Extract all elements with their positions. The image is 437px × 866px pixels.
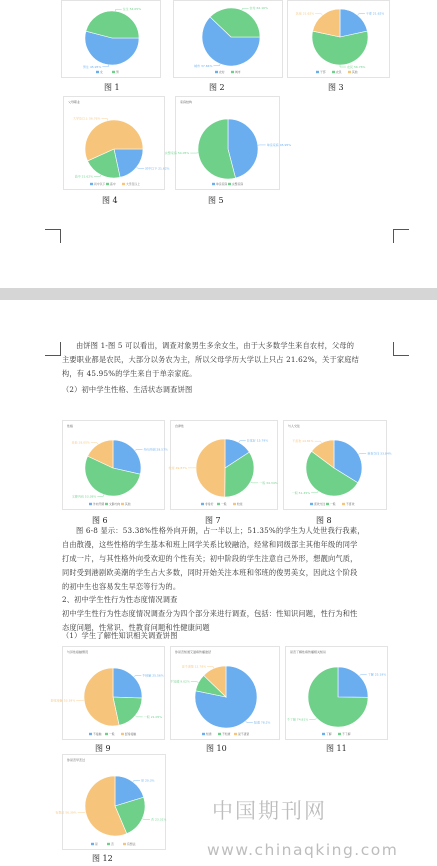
data-label: 不喜欢 14.81% bbox=[292, 439, 314, 444]
legend-label: 非常好 bbox=[205, 502, 214, 506]
legend-swatch bbox=[332, 71, 335, 73]
pie-slice bbox=[338, 667, 368, 697]
data-label: 不知道 9.02% bbox=[170, 679, 190, 684]
legend-swatch bbox=[91, 843, 94, 845]
pie-chart-fig8 bbox=[283, 420, 392, 510]
pie-chart-fig6 bbox=[62, 420, 168, 510]
text-line: 同时受到港剧欧美潮的学生占大多数，同时开始关注本班和邻班的俊男美女，因此这个阶段 bbox=[62, 568, 358, 577]
figure-caption: 图 4 bbox=[102, 196, 118, 205]
text-line: 图 6-8 显示：53.38%性格外向开朗，占一半以上；51.35%的学生为人处世我行我素， bbox=[76, 526, 365, 535]
legend-swatch bbox=[202, 733, 205, 735]
chart-title: 家庭结构 bbox=[180, 100, 193, 104]
figure-caption: 图 5 bbox=[208, 196, 224, 205]
document-page-2 bbox=[0, 300, 437, 866]
legend-label: 一般 bbox=[221, 502, 227, 506]
chart-title: 自律性 bbox=[175, 424, 185, 428]
text-line: 由饼图 1-图 5 可以看出，调查对象男生多余女生，由于大多数学生来自农村，父母的 bbox=[76, 341, 355, 350]
pie-chart-fig4 bbox=[63, 96, 170, 190]
data-label: 单亲家庭 45.95% bbox=[266, 142, 292, 147]
document-page-1 bbox=[0, 0, 437, 288]
pie-chart-fig11 bbox=[285, 646, 388, 740]
chart-title: 你是否早恋过 bbox=[67, 758, 86, 762]
crop-mark bbox=[60, 229, 61, 243]
label-leader-line bbox=[91, 443, 98, 445]
page-gap bbox=[0, 288, 437, 300]
data-label: 外向开朗 28.57% bbox=[143, 447, 168, 452]
crop-mark bbox=[393, 229, 409, 230]
legend-label: 单亲家庭 bbox=[216, 182, 228, 186]
pie-svg bbox=[50, 647, 166, 741]
data-label: 经常接触 53.39% bbox=[50, 698, 76, 703]
label-leader-line bbox=[191, 682, 199, 683]
label-leader-line bbox=[246, 721, 253, 723]
legend-swatch bbox=[96, 71, 99, 73]
pie-chart-fig5 bbox=[164, 96, 292, 190]
data-label: 较差 49.87% bbox=[168, 465, 188, 470]
legend-swatch bbox=[105, 503, 108, 505]
legend-swatch bbox=[112, 71, 115, 73]
pie-svg bbox=[171, 647, 281, 741]
label-leader-line bbox=[135, 716, 143, 717]
figure-caption: 图 2 bbox=[209, 83, 225, 92]
section-heading: （1）学生了解性知识相关调查饼图 bbox=[62, 631, 178, 640]
label-leader-line bbox=[134, 675, 141, 676]
legend-label: 否 bbox=[111, 842, 114, 846]
data-label: 说不清楚 12.78% bbox=[181, 664, 207, 669]
crop-mark bbox=[60, 342, 61, 356]
label-leader-line bbox=[101, 119, 107, 121]
chart-title: 你是否知道艾滋病传播途径 bbox=[175, 650, 212, 654]
pie-svg bbox=[62, 1, 162, 79]
pie-svg bbox=[286, 647, 389, 741]
legend-swatch bbox=[122, 183, 125, 185]
data-label: 其他 18.05% bbox=[71, 440, 90, 445]
legend-label: 干部 bbox=[320, 70, 326, 74]
legend-label: 不接触 bbox=[93, 732, 102, 736]
legend-label: 初中以下 bbox=[94, 182, 106, 186]
data-label: 了解 25.19% bbox=[367, 672, 387, 677]
legend-swatch bbox=[89, 503, 92, 505]
legend-swatch bbox=[90, 183, 93, 185]
legend-label: 了解 bbox=[326, 732, 332, 736]
text-line: 的初中生也容易发生早恋等行为的。 bbox=[62, 582, 181, 591]
pie-svg bbox=[284, 421, 392, 511]
legend-label: 是 bbox=[95, 842, 98, 846]
crop-mark bbox=[393, 355, 409, 356]
chart-title: 父母职业 bbox=[68, 100, 81, 104]
pie-chart-fig3 bbox=[287, 0, 390, 78]
pie-svg bbox=[164, 97, 292, 191]
chart-title: 与异性接触情况 bbox=[67, 650, 89, 654]
figure-caption: 图 10 bbox=[206, 744, 227, 753]
data-label: 有想法 56.39% bbox=[55, 810, 77, 815]
label-leader-line bbox=[94, 175, 101, 177]
label-leader-line bbox=[135, 449, 143, 450]
data-label: 一般 34.34% bbox=[259, 480, 278, 485]
label-leader-line bbox=[340, 65, 346, 67]
legend-swatch bbox=[123, 843, 126, 845]
legend-label: 女 bbox=[100, 70, 103, 74]
pie-slice bbox=[113, 668, 142, 698]
legend-swatch bbox=[316, 71, 319, 73]
pie-svg bbox=[168, 421, 279, 511]
text-line: 自由散漫，这些性格的学生基本和班上同学关系比较融洽，经常和同级部主其他年级的同学 bbox=[62, 540, 358, 549]
legend-label: 经常接触 bbox=[125, 732, 137, 736]
label-leader-line bbox=[358, 14, 365, 16]
pie-chart-fig7 bbox=[170, 420, 278, 510]
data-label: 农民 56.76% bbox=[347, 65, 366, 69]
text-line: 主要职业都是农民，大部分以务农为主，所以父母学历大学以上只占 21.62%，关于家庭结 bbox=[62, 355, 360, 364]
body-paragraph bbox=[62, 524, 365, 594]
data-label: 其他 21.62% bbox=[295, 11, 315, 16]
legend-swatch bbox=[218, 733, 221, 735]
figure-caption: 图 11 bbox=[326, 744, 347, 753]
legend-swatch bbox=[89, 733, 92, 735]
label-leader-line bbox=[102, 65, 108, 67]
label-leader-line bbox=[359, 675, 366, 676]
legend-swatch bbox=[342, 503, 345, 505]
figure-caption: 图 12 bbox=[92, 854, 113, 863]
label-leader-line bbox=[97, 494, 104, 496]
legend-swatch bbox=[217, 503, 220, 505]
pie-svg bbox=[288, 1, 391, 79]
figure-caption: 图 1 bbox=[104, 83, 120, 92]
watermark-url: www.chinaqking.com bbox=[207, 841, 399, 859]
pie-svg bbox=[63, 421, 166, 511]
crop-mark bbox=[393, 342, 394, 356]
legend-label: 一般 bbox=[109, 732, 115, 736]
data-label: 不了解 74.81% bbox=[286, 717, 309, 722]
label-leader-line bbox=[133, 780, 140, 782]
legend-label: 喜欢交往 bbox=[314, 502, 326, 506]
legend-label: 其他 bbox=[352, 70, 358, 74]
data-label: 喜欢交往 33.84% bbox=[367, 451, 392, 456]
legend-swatch bbox=[322, 733, 325, 735]
legend-swatch bbox=[310, 503, 313, 505]
watermark-cn: 中国期刊网 bbox=[212, 799, 327, 823]
legend-swatch bbox=[228, 183, 231, 185]
section-heading: 2、初中学生性行为性态度情况调查 bbox=[62, 595, 178, 604]
data-label: 是 20.3% bbox=[141, 778, 155, 783]
label-leader-line bbox=[239, 441, 246, 443]
legend-label: 农村 bbox=[219, 70, 225, 74]
chart-title: 与人交往 bbox=[288, 424, 301, 428]
legend-label: 不知道 bbox=[222, 732, 231, 736]
data-label: 知道 78.2% bbox=[253, 720, 271, 725]
legend-label: 说不清楚 bbox=[238, 732, 250, 736]
data-label: 完整家庭 54.05% bbox=[164, 151, 190, 156]
legend-label: 城市 bbox=[235, 70, 241, 74]
label-leader-line bbox=[115, 9, 121, 11]
figure-caption: 图 6 bbox=[92, 516, 108, 525]
legend-swatch bbox=[106, 183, 109, 185]
label-leader-line bbox=[242, 8, 249, 10]
legend-swatch bbox=[231, 71, 234, 73]
legend-label: 大学及以上 bbox=[126, 182, 140, 186]
text-line: 构，有 45.95%的学生来自于单亲家庭。 bbox=[62, 369, 197, 378]
label-leader-line bbox=[311, 491, 318, 493]
legend-label: 一般 bbox=[330, 502, 336, 506]
pie-chart-fig9 bbox=[50, 646, 165, 740]
pie-svg bbox=[55, 755, 167, 851]
figure-caption: 图 3 bbox=[328, 83, 344, 92]
body-paragraph bbox=[62, 339, 359, 381]
legend-swatch bbox=[215, 71, 218, 73]
chart-title: 性格 bbox=[67, 424, 74, 428]
crop-mark bbox=[45, 355, 61, 356]
legend-swatch bbox=[326, 503, 329, 505]
data-label: 高中 21.62% bbox=[74, 174, 94, 179]
text-line: 初中学生性行为性态度情况调查分为四个部分来进行调查，包括：性知识问题，性行为和性 bbox=[62, 609, 358, 618]
label-leader-line bbox=[309, 718, 316, 719]
legend-label: 外向开朗 bbox=[93, 502, 105, 506]
data-label: 初中以下 21.62% bbox=[145, 166, 170, 171]
legend-swatch bbox=[201, 503, 204, 505]
legend-label: 不喜欢 bbox=[346, 502, 355, 506]
label-leader-line bbox=[213, 64, 220, 66]
legend-swatch bbox=[105, 733, 108, 735]
legend-label: 文静内向 bbox=[109, 502, 121, 506]
data-label: 一般 51.35% bbox=[291, 490, 311, 495]
pie-chart-fig1 bbox=[61, 0, 161, 78]
legend-swatch bbox=[233, 503, 236, 505]
label-leader-line bbox=[137, 167, 145, 168]
legend-label: 男 bbox=[116, 70, 119, 74]
data-label: 非常好 15.79% bbox=[246, 438, 269, 443]
legend-label: 较差 bbox=[237, 502, 243, 506]
legend-swatch bbox=[348, 71, 351, 73]
legend-swatch bbox=[121, 503, 124, 505]
label-leader-line bbox=[142, 819, 150, 820]
legend-swatch bbox=[212, 183, 215, 185]
label-leader-line bbox=[315, 441, 322, 443]
data-label: 不接触 25.56% bbox=[142, 673, 164, 678]
legend-swatch bbox=[234, 733, 237, 735]
crop-mark bbox=[45, 229, 61, 230]
data-label: 女生 54.05% bbox=[122, 7, 142, 12]
pie-slice bbox=[196, 439, 225, 497]
legend-label: 知道 bbox=[206, 732, 212, 736]
legend-swatch bbox=[121, 733, 124, 735]
figure-caption: 图 7 bbox=[205, 516, 221, 525]
label-leader-line bbox=[207, 667, 214, 669]
legend-label: 有想法 bbox=[127, 842, 136, 846]
pie-chart-fig12 bbox=[55, 754, 167, 850]
data-label: 农村 62.16% bbox=[249, 6, 268, 11]
legend-label: 完整家庭 bbox=[232, 182, 244, 186]
label-leader-line bbox=[315, 14, 322, 16]
text-line: 态度问题，性常识、性教育问题和性健康问题 bbox=[62, 623, 210, 632]
crop-mark bbox=[393, 229, 394, 243]
data-label: 否 23.31% bbox=[150, 817, 167, 822]
data-label: 干部 21.62% bbox=[365, 11, 385, 16]
data-label: 文静内向 53.38% bbox=[71, 494, 97, 499]
label-leader-line bbox=[250, 482, 258, 483]
legend-label: 农民 bbox=[336, 70, 342, 74]
data-label: 男生 45.95% bbox=[82, 64, 102, 69]
pie-svg bbox=[174, 1, 284, 79]
data-label: 城市 37.84% bbox=[194, 63, 213, 68]
figure-caption: 图 9 bbox=[95, 744, 111, 753]
legend-label: 其他 bbox=[125, 502, 131, 506]
data-label: 一般 21.05% bbox=[143, 714, 163, 719]
data-label: 大学及以上 56.76% bbox=[73, 116, 101, 121]
pie-chart-fig10 bbox=[170, 646, 280, 740]
legend-swatch bbox=[107, 843, 110, 845]
chart-title: 是否了解性病传播相关知识 bbox=[290, 650, 327, 654]
text-line: 打成一片，与其性格外向受欢迎的个性有关；初中阶段的学生注意自己外形，想靓向气质， bbox=[62, 554, 358, 563]
pie-chart-fig2 bbox=[173, 0, 283, 78]
label-leader-line bbox=[358, 453, 366, 454]
legend-swatch bbox=[338, 733, 341, 735]
section-heading: （2）初中学生性格、生活状态调查饼图 bbox=[62, 385, 193, 394]
legend-label: 不了解 bbox=[342, 732, 351, 736]
legend-label: 高中 bbox=[110, 182, 116, 186]
figure-caption: 图 8 bbox=[316, 516, 332, 525]
pie-svg bbox=[64, 97, 170, 191]
